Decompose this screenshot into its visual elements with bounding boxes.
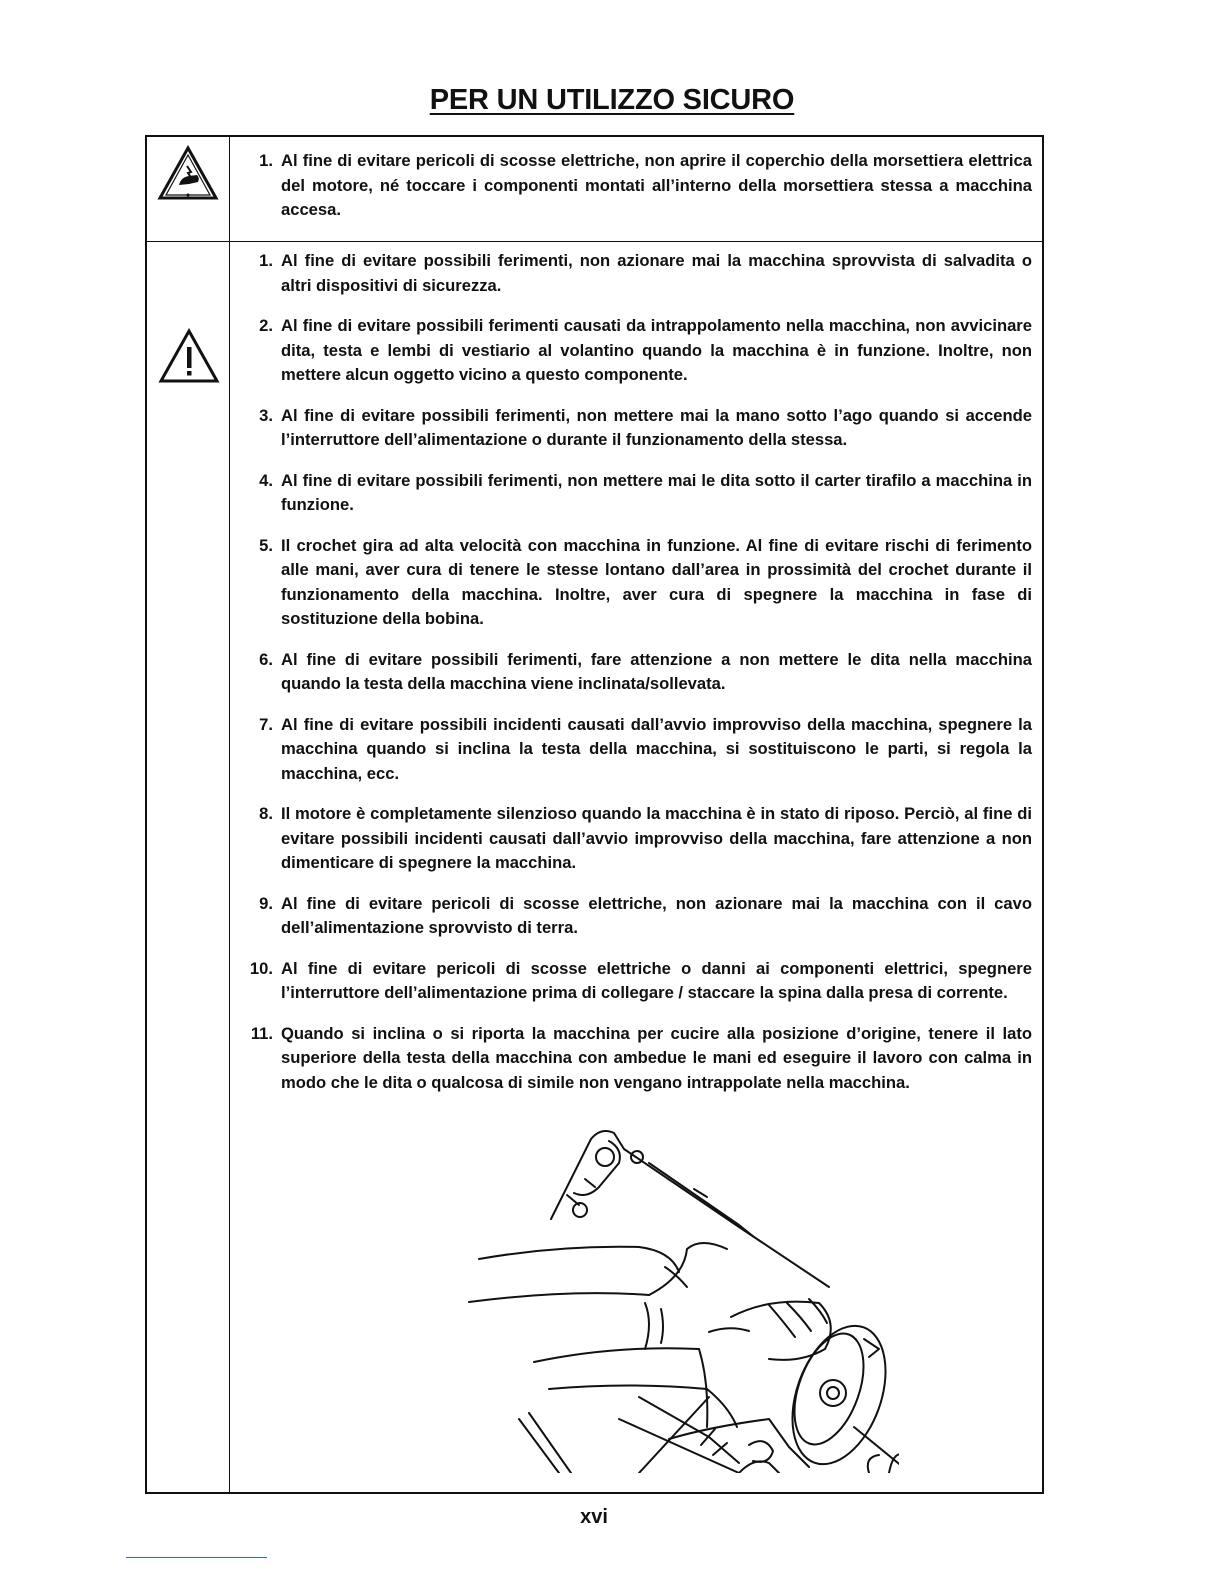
row-divider	[147, 241, 1042, 242]
item-number: 3.	[259, 405, 273, 425]
item-number: 1.	[259, 251, 273, 270]
list-item	[237, 249, 1032, 298]
list-item	[237, 149, 1032, 223]
item-number: 10.	[249, 958, 273, 978]
safety-table	[145, 135, 1044, 1494]
list-item	[237, 713, 1032, 787]
page-number: xvi	[580, 1506, 608, 1528]
item-text: Al fine di evitare possibili ferimenti, non mettere mai la mano sotto l’ago quando si accende l’interruttore dell’alimentazione o durante il funzionamento della stessa.	[281, 405, 1032, 450]
list-item	[237, 802, 1032, 876]
item-number: 1.	[259, 151, 273, 170]
list-item	[237, 957, 1032, 1006]
item-number: 5.	[259, 535, 273, 555]
electric-shock-warning-icon	[157, 145, 219, 201]
column-divider	[229, 137, 230, 1492]
list-item	[237, 892, 1032, 941]
item-text: Al fine di evitare pericoli di scosse elettriche, non azionare mai la macchina con il cavo dell’alimentazione sprovvisto di terra.	[281, 893, 1032, 938]
caution-triangle-icon	[158, 328, 220, 384]
list-item	[237, 648, 1032, 697]
list-item	[237, 1022, 1032, 1096]
item-number: 8.	[259, 804, 273, 824]
page-title: PER UN UTILIZZO SICURO	[429, 84, 795, 116]
item-text: Al fine di evitare possibili ferimenti, non azionare mai la macchina sprovvista di salvadita o altri dispositivi di sicurezza.	[281, 251, 1032, 295]
item-text: Quando si inclina o si riporta la macchina per cucire alla posizione d’origine, tenere il lato superiore della testa della macchina con ambedue le mani ed eseguire il lavoro con calma in modo che le dita o qualcosa di simile non vengano intrappolate nella macchina.	[281, 1023, 1032, 1092]
list-item	[237, 404, 1032, 453]
item-number: 6.	[259, 649, 273, 669]
scan-edge-line	[126, 1557, 267, 1558]
item-number: 7.	[259, 714, 273, 734]
item-number: 2.	[259, 315, 273, 335]
item-text: Al fine di evitare possibili ferimenti, non mettere mai le dita sotto il carter tirafilo a macchina in funzione.	[281, 470, 1032, 515]
item-text: Al fine di evitare possibili ferimenti, fare attenzione a non mettere le dita nella macchina quando la testa della macchina viene inclinata/sollevata.	[281, 649, 1032, 694]
item-text: Il crochet gira ad alta velocità con macchina in funzione. Al fine di evitare rischi di ferimento alle mani, aver cura di tenere le stesse lontano dall’area in prossimità del crochet durante il funzionamento della macchina. Inoltre, aver cura di spegnere la macchina in fase di sostituzione della bobina.	[281, 535, 1032, 629]
item-text: Il motore è completamente silenzioso quando la macchina è in stato di riposo. Perciò, al fine di evitare possibili incidenti causati dall’avvio improvviso della macchina, fare attenzione a non dimenticare di spegnere la macchina.	[281, 804, 1032, 873]
electric-warning-list	[237, 149, 1032, 223]
item-number: 11.	[250, 1023, 273, 1043]
caution-list	[237, 249, 1032, 1111]
item-number: 4.	[259, 470, 273, 490]
item-text: Al fine di evitare possibili ferimenti causati da intrappolamento nella macchina, non avvicinare dita, testa e lembi di vestiario al volantino quando la macchina è in funzione. Inoltre, non mettere alcun oggetto vicino a questo componente.	[281, 315, 1032, 385]
list-item	[237, 534, 1032, 632]
item-text: Al fine di evitare pericoli di scosse elettriche, non aprire il coperchio della morsettiera elettrica del motore, né toccare i componenti montati all’interno della morsettiera stessa a macchina accesa.	[281, 151, 1032, 220]
item-text: Al fine di evitare pericoli di scosse elettriche o danni ai componenti elettrici, spegnere l’interruttore dell’alimentazione prima di collegare / staccare la spina dalla presa di corrente.	[281, 958, 1032, 1003]
item-text: Al fine di evitare possibili incidenti causati dall’avvio improvviso della macchina, spegnere la macchina quando si inclina la testa della macchina, si sostituiscono le parti, si regola la macchina, ecc.	[281, 714, 1032, 783]
sewing-machine-tilt-illustration	[409, 1127, 899, 1473]
list-item	[237, 469, 1032, 518]
list-item	[237, 314, 1032, 388]
item-number: 9.	[259, 893, 273, 913]
